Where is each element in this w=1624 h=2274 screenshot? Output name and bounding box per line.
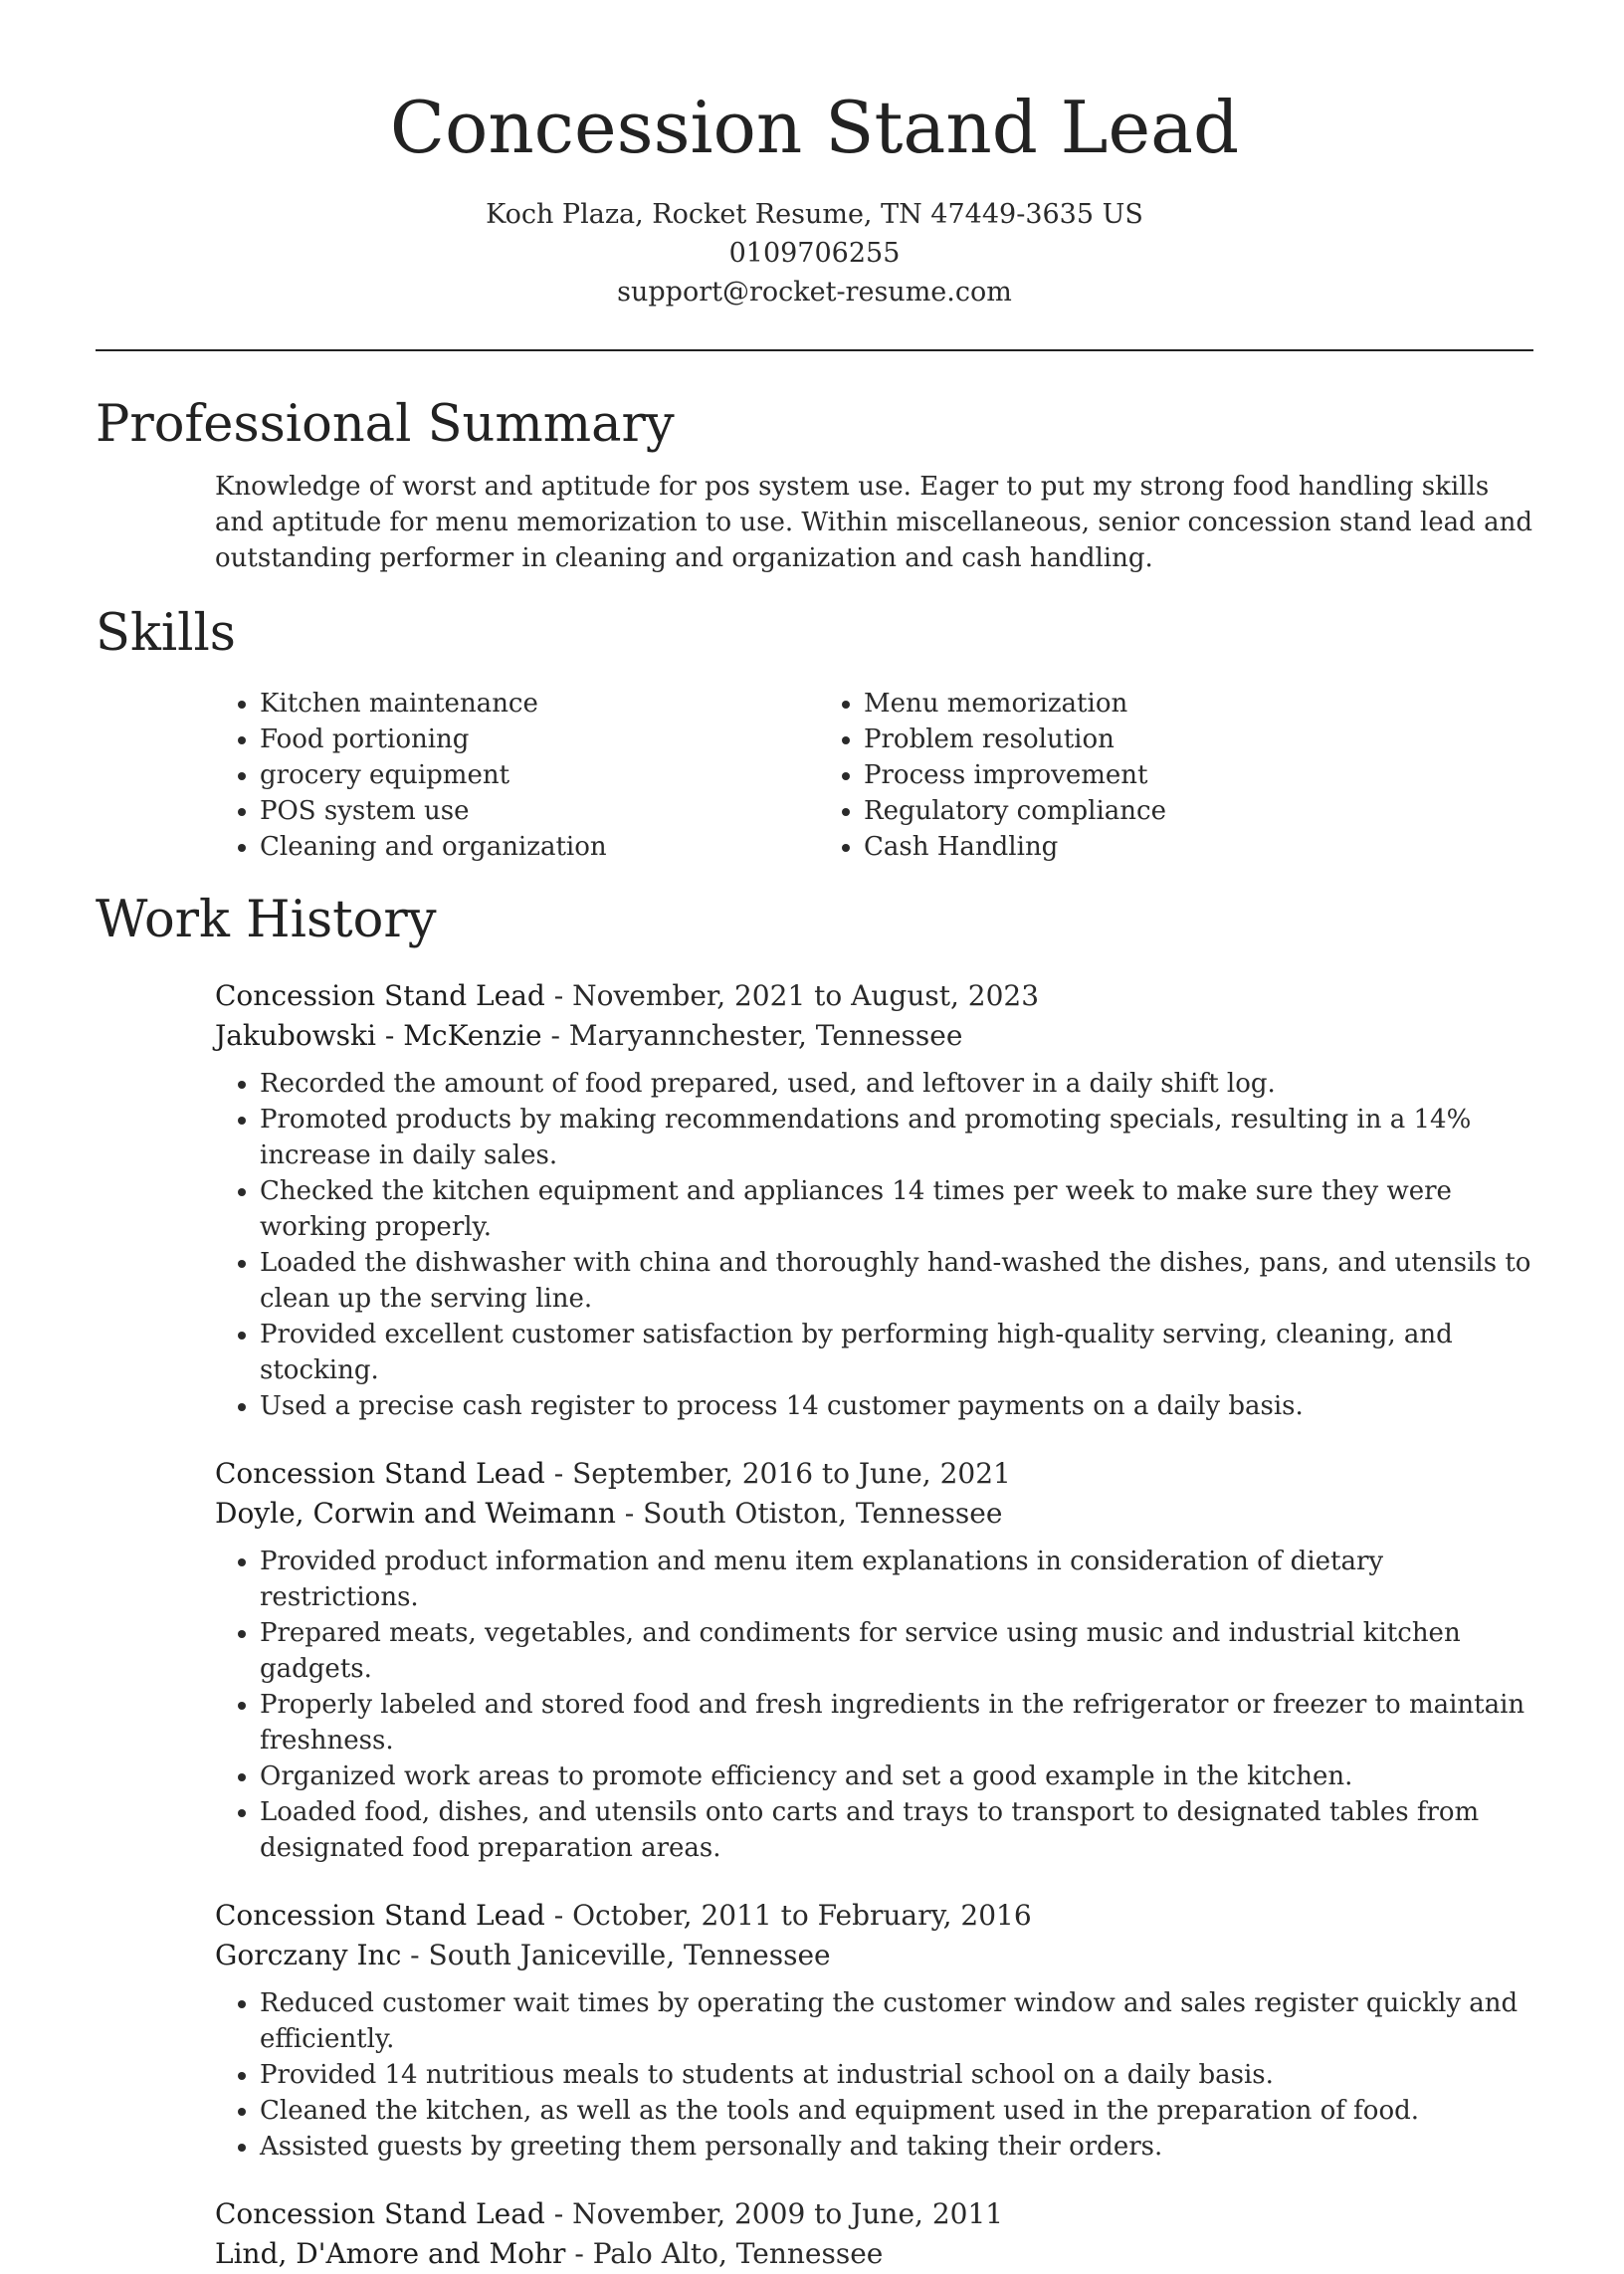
job-company: Jakubowski - McKenzie [215, 1019, 542, 1052]
job-location: Palo Alto, Tennessee [592, 2237, 884, 2270]
address-line: Koch Plaza, Rocket Resume, TN 47449-3635 US [486, 199, 1143, 230]
job-entry [96, 976, 1533, 1424]
summary-text: Knowledge of worst and aptitude for pos system use. Eager to put my strong food handling skills and aptitude for menu memorization to use. Within miscellaneous, senior concession stand lead and outstanding performer in cleaning and organization and cash handling. [215, 472, 1532, 573]
job-bullet: • Cleaned the kitchen, as well as the tools and equipment used in the preparation of food. [260, 2093, 1533, 2129]
phone-line: 0109706255 [728, 238, 901, 269]
job-bullet: • Provided excellent customer satisfaction by performing high-quality serving, cleaning, and stocking. [260, 1317, 1533, 1388]
job-title-line: Concession Stand Lead - November, 2009 to June, 2011 [215, 2197, 1004, 2230]
job-bullet: • Loaded the dishwasher with china and thoroughly hand-washed the dishes, pans, and utensils to clean up the serving line. [260, 1245, 1533, 1317]
job-entry [96, 1896, 1533, 2165]
skills-column-right [819, 686, 1423, 865]
job-company-line: Lind, D'Amore and Mohr - Palo Alto, Tennessee [215, 2237, 884, 2270]
job-company-line: Jakubowski - McKenzie - Maryannchester, Tennessee [215, 1019, 963, 1052]
job-company-line: Gorczany Inc - South Janiceville, Tennessee [215, 1939, 831, 1971]
header-divider [96, 349, 1533, 351]
skill-item: • Problem resolution [864, 722, 1423, 757]
skills-heading: Skills [96, 604, 236, 663]
job-bullet: • Assisted guests by greeting them personally and taking their orders. [260, 2129, 1533, 2165]
job-role: Concession Stand Lead [215, 1457, 545, 1490]
job-bullets [96, 1066, 1533, 1424]
skill-item: • grocery equipment [260, 757, 819, 793]
skill-item: • POS system use [260, 793, 819, 829]
skill-item: • Menu memorization [864, 686, 1423, 722]
job-bullet: • Prepared meats, vegetables, and condiments for service using music and industrial kitchen gadgets. [260, 1615, 1533, 1687]
job-bullet: • Loaded food, dishes, and utensils onto carts and trays to transport to designated tables from designated food preparation areas. [260, 1794, 1533, 1866]
job-bullet: • Reduced customer wait times by operating the customer window and sales register quickly and efficiently. [260, 1985, 1533, 2057]
skill-item: • Cleaning and organization [260, 829, 819, 865]
job-entry [96, 2194, 1533, 2274]
job-role: Concession Stand Lead [215, 1899, 545, 1932]
job-company: Gorczany Inc [215, 1939, 402, 1971]
job-title-line: Concession Stand Lead - October, 2011 to February, 2016 [215, 1899, 1032, 1932]
job-bullet: • Provided product information and menu item explanations in consideration of dietary restrictions. [260, 1544, 1533, 1615]
email-line: support@rocket-resume.com [617, 277, 1012, 308]
job-company: Lind, D'Amore and Mohr [215, 2237, 566, 2270]
skills-column-left [215, 686, 819, 865]
job-company-line: Doyle, Corwin and Weimann - South Otiston, Tennessee [215, 1497, 1003, 1530]
skill-item: • Cash Handling [864, 829, 1423, 865]
contact-block [96, 195, 1533, 311]
skill-item: • Food portioning [260, 722, 819, 757]
job-title-line: Concession Stand Lead - November, 2021 to August, 2023 [215, 979, 1040, 1012]
resume-page [96, 0, 1533, 2274]
job-dates: October, 2011 to February, 2016 [572, 1899, 1032, 1932]
job-entry [96, 1454, 1533, 1866]
job-dates: September, 2016 to June, 2021 [572, 1457, 1011, 1490]
job-dates: November, 2021 to August, 2023 [572, 979, 1040, 1012]
skill-item: • Process improvement [864, 757, 1423, 793]
candidate-title: Concession Stand Lead [389, 86, 1240, 169]
job-dates: November, 2009 to June, 2011 [572, 2197, 1004, 2230]
job-location: Maryannchester, Tennessee [568, 1019, 963, 1052]
skill-item: • Regulatory compliance [864, 793, 1423, 829]
job-bullet: • Used a precise cash register to process 14 customer payments on a daily basis. [260, 1388, 1533, 1424]
job-role: Concession Stand Lead [215, 979, 545, 1012]
job-bullets [96, 1985, 1533, 2165]
skills-list [215, 686, 1533, 865]
job-bullet: • Organized work areas to promote efficiency and set a good example in the kitchen. [260, 1758, 1533, 1794]
job-bullet: • Provided 14 nutritious meals to students at industrial school on a daily basis. [260, 2057, 1533, 2093]
skill-item: • Kitchen maintenance [260, 686, 819, 722]
job-location: South Otiston, Tennessee [643, 1497, 1003, 1530]
job-bullets [96, 1544, 1533, 1866]
work-history-list [96, 976, 1533, 2274]
job-bullet: • Recorded the amount of food prepared, used, and leftover in a daily shift log. [260, 1066, 1533, 1102]
work-history-heading: Work History [96, 891, 437, 949]
job-bullet: • Checked the kitchen equipment and appliances 14 times per week to make sure they were working properly. [260, 1173, 1533, 1245]
job-role: Concession Stand Lead [215, 2197, 545, 2230]
job-bullet: • Promoted products by making recommendations and promoting specials, resulting in a 14% increase in daily sales. [260, 1102, 1533, 1173]
job-company: Doyle, Corwin and Weimann [215, 1497, 616, 1530]
job-bullet: • Properly labeled and stored food and fresh ingredients in the refrigerator or freezer to maintain freshness. [260, 1687, 1533, 1758]
job-location: South Janiceville, Tennessee [428, 1939, 831, 1971]
resume-header [96, 0, 1533, 311]
summary-heading: Professional Summary [96, 395, 675, 454]
job-title-line: Concession Stand Lead - September, 2016 to June, 2021 [215, 1457, 1011, 1490]
